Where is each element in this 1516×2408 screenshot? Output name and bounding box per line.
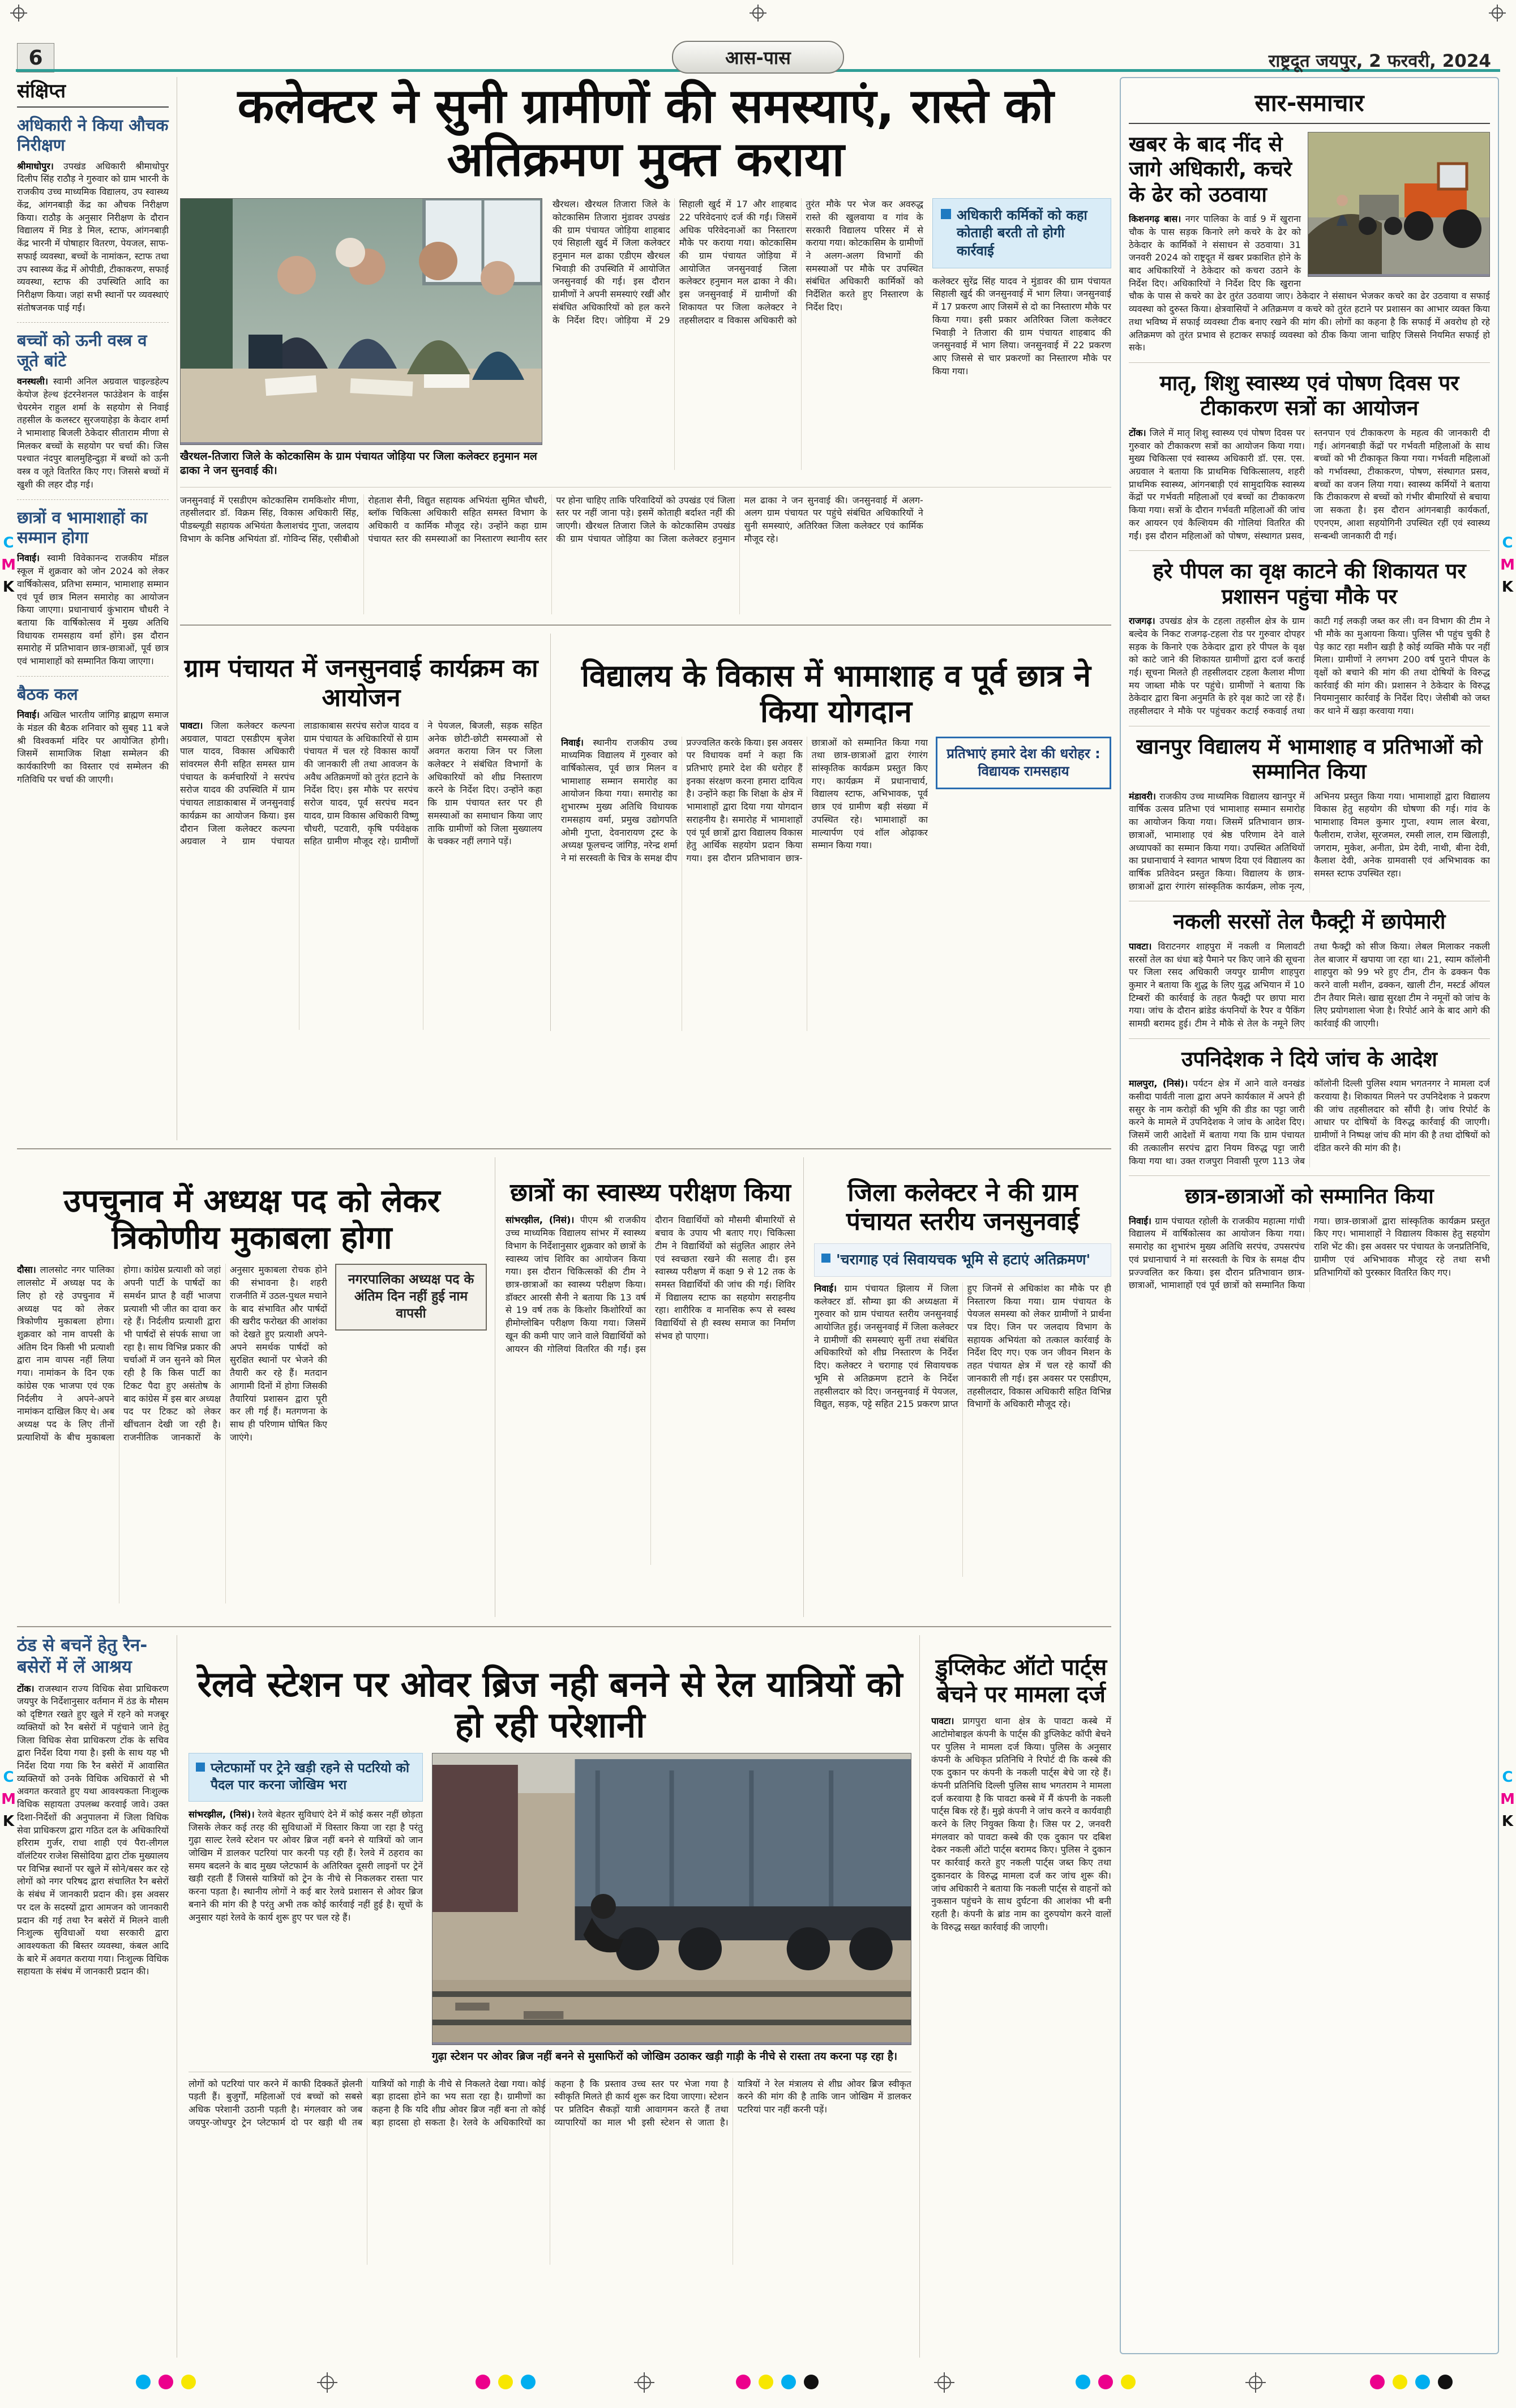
article-headline: विद्यालय के विकास में भामाशाह व पूर्व छात्र ने किया योगदान xyxy=(581,658,1091,729)
edition-date: राष्ट्रदूत जयपुर, 2 फरवरी, 2024 xyxy=(1268,51,1491,71)
cmyk-edge-mark: C M K xyxy=(1,1769,16,1830)
dateline: पावटा। xyxy=(1129,940,1152,952)
lead-photo-caption: खैरथल-तिजारा जिले के कोटकासिम के ग्राम पंचायत जोड़िया पर जिला कलेक्टर हनुमान मल ढाका ने जन सुनवाई की। xyxy=(180,450,537,477)
page-number: 6 xyxy=(17,43,54,72)
article-headline: ग्राम पंचायत में जनसुनवाई कार्यक्रम का आयोजन xyxy=(184,654,538,712)
lead-body-bottom: जनसुनवाई में एसडीएम कोटकासिम रामकिशोर मीणा, तहसीलदार डॉ. विक्रम सिंह, विकास अधिकारी सिंह, पीडब्ल्यूडी सहायक अभियंता कैलाशचंद गुप्ता, जलदाय विभाग के कनिष्ठ अभियंता डॉ. गोविन्द सिंह, एसीबीओ रोहताश सैनी, विद्युत सहायक अभियंता सुमित चौधरी, ब्लॉक चिकित्सा अधिकारी सहित समस्त विभाग के अधिकारी व कार्मिक मौजूद रहे। उन्होंने कहा ग्राम पंचायत स्तर की समस्याओं का निस्तारण स्थानीय स्तर पर होना चाहिए ताकि परिवादियों को उपखंड एवं जिला स्तर पर नहीं जाना पड़े। इसमें कोताही बर्दाश्त नहीं की जाएगी। खैरथल तिजारा जिले के कोटकासिम उपखंड की ग्राम पंचायत जोड़िया का जिला कलेक्टर हनुमान मल ढाका ने जन सुनवाई की। जनसुनवाई में अलग-अलग ग्राम पंचायत पर पहुंचे संबंधित अधिकारियों ने सुनी समस्याएं, अतिरिक्त जिला कलेक्टर एवं कार्मिक मौजूद रहे। xyxy=(180,494,923,544)
cmyk-edge-mark: C M K xyxy=(1,534,16,596)
article-headline: जिला कलेक्टर ने की ग्राम पंचायत स्तरीय जनसुनवाई xyxy=(846,1178,1080,1237)
saar-article xyxy=(1129,909,1490,1038)
bullet-square-icon xyxy=(821,1254,830,1263)
article-headline: खानपुर विद्यालय में भामाशाह व प्रतिभाओं को सम्मानित किया xyxy=(1136,734,1483,784)
fourth-row xyxy=(17,1626,1111,2358)
byelection-article xyxy=(17,1157,495,1617)
registration-cross xyxy=(934,2372,954,2393)
dateline: सांभरझील, (निसं)। xyxy=(506,1214,575,1226)
article-body: जिला कलेक्टर कल्पना अग्रवाल, पावटा एसडीएम बृजेश पाल यादव, विकास अधिकारी सांवरमल सैनी सहित समस्त ग्राम पंचायत के कर्मचारियों ने सरपंच सरोज यादव की उपस्थिति में ग्राम पंचायत लाडाकाबास में जनसुनवाई कार्यक्रम का आयोजन किया। इस दौरान जिला कलेक्टर कल्पना अग्रवाल ने ग्राम पंचायत लाडाकाबास सरपंच सरोज यादव व ग्राम पंचायत के अधिकारियों से ग्राम पंचायत में चल रहे विकास कार्यों की जानकारी ली तथा आवजन के अवैध अतिक्रमणों को तुरंत हटाने के निर्देश दिए। इस मौके पर सरपंच सरोज यादव, पूर्व सरपंच मदन यादव, ग्राम विकास अधिकारी विष्णु चौधरी, पटवारी, कृषि पर्यवेक्षक सहित ग्रामीण मौजूद रहे। ग्रामीणों ने पेयजल, बिजली, सड़क सहित अनेक छोटी-छोटी समस्याओं से अवगत कराया जिन पर जिला कलेक्टर ने संबंधित विभागों के अधिकारियों को शीघ्र निस्तारण करने के निर्देश दिए। उन्होंने कहा कि ग्राम पंचायत स्तर पर ही समस्याओं का समाधान किया जाए ताकि ग्रामीणों को जिला मुख्यालय के चक्कर नहीं लगाने पड़ें। xyxy=(180,720,542,847)
dateline: मालपुरा, (निसं)। xyxy=(1129,1078,1188,1089)
dateline: निवाई। xyxy=(17,553,40,564)
lead-photo-block xyxy=(180,198,542,477)
article-body: अखिल भारतीय जांगिड़ ब्राह्मण समाज के मंडल की बैठक शनिवार को सुबह 11 बजे श्री विश्वकर्मा मंदिर पर आयोजित होगी। जिसमें सामाजिक शिक्षा सम्मेलन की कार्यकारिणी का विस्तार एवं सम्मेलन की गतिविधि पर चर्चा की जाएगी। xyxy=(17,709,169,785)
brief-article xyxy=(17,685,169,794)
saar-column xyxy=(1120,77,1499,2354)
registration-cross xyxy=(317,2372,337,2393)
dateline: निवाई। xyxy=(1129,1215,1151,1226)
article-headline: नकली सरसों तेल फैक्ट्री में छापेमारी xyxy=(1173,909,1446,934)
article-body: पर्यटन क्षेत्र में आने वाले वनखंड कसीदा पार्वती नाला द्वारा अपने कार्यकाल में अपने ही ससुर के नाम करोड़ों की भूमि की डीड का पट्टा जारी करने के मामले में उपनिदेशक ने जांच के आदेश दिए। जिसमें जारी आदेशों में बताया गया कि ग्राम पंचायत की तत्कालीन सरपंच द्वारा नियम विरुद्ध पट्टा जारी किया गया था। उक्त राजपुरा निवासी पूरण 113 जेब कॉलोनी दिल्ली पुलिस श्याम भगतनगर ने मामला दर्ज करवाया है। शिकायत मिलने पर उपनिदेशक ने प्रकरण की जांच तहसीलदार को सौंपी है। जांच रिपोर्ट के आधार पर दोषियों के विरुद्ध कार्रवाई की जाएगी। ग्रामीणों ने निष्पक्ष जांच की मांग की है तथा दोषियों को दंडित करने की मांग की है। xyxy=(1129,1078,1490,1166)
saar-article xyxy=(1129,132,1490,363)
highlight-text: अधिकारी कर्मिकों को कहा कोताही बरती तो होगी कार्रवाई xyxy=(957,207,1087,259)
byelection-inset-box: नगरपालिका अध्यक्ष पद के अंतिम दिन नहीं हुई नाम वापसी xyxy=(335,1264,487,1331)
article-body: प्रागपुरा थाना क्षेत्र के पावटा कस्बे में आटोमोबाइल कंपनी के पार्ट्स की डुप्लिकेट कॉपी बेचने पर पुलिस ने मामला दर्ज किया। पुलिस के अनुसार कंपनी के अधिकृत प्रतिनिधि ने रिपोर्ट दी कि कस्बे की एक दुकान पर कंपनी के नकली पार्ट्स बेचे जा रहे हैं। कंपनी प्रतिनिधि दिल्ली पुलिस साथ भगतराम ने मामला दर्ज करवाया है कि पावटा कस्बे में मैं कंपनी के नकली पार्ट्स बिक रहे हैं। मुझे कंपनी ने जांच करने व कार्यवाही करने के लिए नियुक्त किया है। जिस पर 2, जनवरी मंगलवार को पावटा कस्बे की एक दुकान पर दबिश देकर नकली ऑटो पार्ट्स बरामद किए। पुलिस ने दुकान पर कार्रवाई करते हुए नकली पार्ट्स जब्त किए तथा दुकानदार के विरुद्ध मामला दर्ज कर जांच शुरू की। जांच अधिकारी ने बताया कि नकली पार्ट्स से वाहनों को नुकसान पहुंचने के साथ दुर्घटना की आशंका भी बनी रहती है। कंपनी के ब्रांड नाम का दुरुपयोग करने वालों के विरुद्ध सख्त कार्रवाई की जाएगी। xyxy=(931,1716,1111,1932)
brief-article xyxy=(17,331,169,499)
school-inset-box: प्रतिभाएं हमारे देश की धरोहर : विद्यायक रामसहाय xyxy=(936,737,1111,789)
article-headline: डुप्लिकेट ऑटो पार्ट्स बेचने पर मामला दर्ज xyxy=(935,1654,1107,1708)
third-row xyxy=(17,1148,1111,1617)
railway-article xyxy=(189,1635,920,2358)
saar-article xyxy=(1129,1184,1490,1300)
article-headline: छात्रों व भामाशाहों का सम्मान होगा xyxy=(17,507,148,547)
cold-shelter-article xyxy=(17,1635,177,2358)
collector-hearing-article xyxy=(814,1157,1111,1617)
lead-photo xyxy=(180,198,542,445)
article-headline: बैठक कल xyxy=(17,684,78,704)
saar-header: सार-समाचार xyxy=(1129,86,1490,124)
dateline: मंडावरी। xyxy=(1129,790,1156,802)
color-dots xyxy=(476,2375,536,2389)
article-headline: उपचुनाव में अध्यक्ष पद को लेकर त्रिकोणीय मुकाबला होगा xyxy=(63,1183,440,1257)
duplicate-parts-article xyxy=(931,1635,1111,2358)
article-headline: छात्रों का स्वास्थ्य परीक्षण किया xyxy=(510,1178,791,1207)
dateline: सांभरझील, (निसं)। xyxy=(189,1808,255,1820)
health-checkup-article xyxy=(506,1157,804,1617)
gram-panchayat-article xyxy=(180,634,551,1031)
article-body: स्वामी विवेकानन्द राजकीय मॉडल स्कूल में शुक्रवार को जोन 2024 को लेकर वार्षिकोत्सव, प्रतिभा सम्मान, भामाशाह सम्मान एवं पूर्व छात्र मिलन समारोह का आयोजन किया जाएगा। प्रधानाचार्य कुंभाराम चौधरी ने बताया कि वार्षिकोत्सव में मुख्य अतिथि विधायक रामसहाय वर्मा होंगे। इस दौरान समारोह में प्रतिभावान छात्र-छात्राओं, पूर्व छात्र एवं भामाशाहों को सम्मानित किया जाएगा। xyxy=(17,553,169,667)
cmyk-edge-mark: C M K xyxy=(1500,1769,1515,1830)
railway-inset-box xyxy=(189,1753,423,1802)
article-headline: हरे पीपल का वृक्ष काटने की शिकायत पर प्रशासन पहुंचा मौके पर xyxy=(1153,559,1466,609)
bullet-square-icon xyxy=(941,209,951,219)
saar-article xyxy=(1129,734,1490,902)
article-body: जिले में मातृ शिशु स्वास्थ्य एवं पोषण दिवस पर गुरुवार को टीकाकरण सत्रों का आयोजन किया गया। मुख्य चिकित्सा एवं स्वास्थ्य अधिकारी डॉ. एस. एस. अग्रवाल ने बताया कि प्राथमिक चिकित्सालय, शहरी प्राथमिक स्वास्थ्य, आंगनबाड़ी एवं सामुदायिक स्वास्थ्य केंद्रों पर गर्भवती महिलाओं एवं बच्चों का टीकाकरण किया गया। सत्रों के दौरान गर्भवती महिलाओं की जांच कर आयरन एवं कैल्शियम की गोलियां वितरित की गईं। इस दौरान महिलाओं को पोषण, संस्थागत प्रसव, स्तनपान एवं टीकाकरण के महत्व की जानकारी दी गई। आंगनबाड़ी केंद्रों पर गर्भवती महिलाओं के साथ बच्चों को भी टीकाकृत किया गया। गर्भवती महिलाओं को गर्भावस्था, टीकाकरण, पोषण, संस्थागत प्रसव, बच्चों का वजन लिया गया। स्वास्थ्य कर्मियों ने बताया कि टीकाकरण से बच्चों को गंभीर बीमारियों से बचाया जा सकता है। इस दौरान आंगनबाड़ी कार्यकर्ता, एएनएम, आशा सहयोगिनी उपस्थित रहीं एवं स्वास्थ्य सन्बन्धी जानकारी दी गई। xyxy=(1129,427,1490,541)
quote-text: 'चरागाह एवं सिवायचक भूमि से हटाएं अतिक्रमण' xyxy=(836,1251,1091,1268)
article-headline: ठंड से बचनें हेतु रैन-बसेरों में लें आश्रय xyxy=(17,1635,148,1677)
lead-highlight-box xyxy=(932,198,1111,268)
dateline: टोंक। xyxy=(1129,427,1146,438)
inset-text: प्लेटफार्मो पर ट्रेने खड़ी रहने से पटरियो को पैदल पार करना जोखिम भरा xyxy=(211,1761,409,1793)
article-body: उपखंड क्षेत्र के टहला तहसील क्षेत्र के ग्राम बल्देव के निकट राजगढ़-टहला रोड पर गुरुवार दोपहर सड़क के किनारे एक ठेकेदार द्वारा हरे पीपल के वृक्ष को काटे जाने की शिकायत ग्रामीणों द्वारा दर्ज कराई गई। सूचना मिलते ही तहसीलदार टहला कैलाश मीणा मय जाब्ता मौके पर पहुंचे। ग्रामीणों ने बताया कि ठेकेदार द्वारा बिना अनुमति के हरे वृक्ष काटे जा रहे हैं। तहसीलदार ने मौके पर पहुंचकर कटाई रुकवाई तथा काटी गई लकड़ी जब्त कर ली। वन विभाग की टीम ने भी मौके का मुआयना किया। पुलिस भी पहुंच चुकी है पेड़ काट रहा मशीन खड़ी है कोई व्यक्ति मौके पर नहीं मिला। ग्रामीणों ने लगभग 200 वर्ष पुराने पीपल के वृक्षों को बचाने की मांग की तथा दोषियों के विरुद्ध कार्रवाई की मांग की। प्रशासन ने ठेकेदार के विरुद्ध नियमानुसार कार्रवाई के निर्देश दिए। जेसीबी को जब्त कर थाने में खड़ा करवाया गया। xyxy=(1129,615,1490,717)
registration-cross xyxy=(750,5,766,22)
cmyk-edge-mark: C M K xyxy=(1500,534,1515,596)
registration-cross xyxy=(10,5,27,22)
article-headline: खबर के बाद नींद से जागे अधिकारी, कचरे के ढेर को उठवाया xyxy=(1129,132,1292,207)
dateline: निवाई। xyxy=(17,709,40,721)
color-dots xyxy=(136,2375,196,2389)
dateline: निवाई। xyxy=(561,737,584,748)
dateline: पावटा। xyxy=(931,1716,954,1727)
dateline: निवाई। xyxy=(814,1282,837,1294)
school-contribution-article xyxy=(561,634,1111,1031)
registration-row xyxy=(0,2370,1516,2400)
brief-column xyxy=(17,77,177,1140)
article-body: विराटनगर शाहपुरा में नकली व मिलावटी सरसों तेल का धंधा बड़े पैमाने पर किए जाने की सूचना पर जिला रसद अधिकारी जयपुर ग्रामीण शाहपुरा कुमार ने बताया कि शुद्ध के लिए युद्ध अभियान में 10 टिम्बरों की कार्रवाई के तहत फैक्ट्री पर छापा मारा गया। जांच के दौरान ब्रांडेड कंपनियों के रैपर व पैकिंग सामग्री बरामद हुई। टीम ने मौके से तेल के नमूने लिए तथा फैक्ट्री को सीज किया। लेबल मिलाकर नकली तेल बाजार में खपाया जा रहा था। 21, स्याम कॉलोनी शाहपुरा को 99 भरे हुए टीन, टीन के ढक्कन पैक करने वाली मशीन, ढक्कन, खाली टीन, मस्टर्ड ऑयल टीन तैयार मिले। खाद्य सुरक्षा टीम ने नमूनों को जांच के लिए प्रयोगशाला भेजा है। रिपोर्ट आने के बाद आगे की कार्रवाई की जाएगी। xyxy=(1129,940,1490,1029)
article-headline: मातृ, शिशु स्वास्थ्य एवं पोषण दिवस पर टीकाकरण सत्रों का आयोजन xyxy=(1159,371,1459,421)
lead-headline: कलेक्टर ने सुनी ग्रामीणों की समस्याएं, रास्ते को अतिक्रमण मुक्त कराया xyxy=(237,78,1054,187)
color-dots xyxy=(1370,2375,1453,2389)
railway-photo-caption: गुढ़ा स्टेशन पर ओवर ब्रिज नहीं बनने से मुसाफिरों को जोखिम उठाकर खड़ी गाड़ी के नीचे से रास्ता तय करना पड़ रहा है। xyxy=(432,2050,898,2063)
article-headline: अधिकारी ने किया औचक निरीक्षण xyxy=(17,116,169,155)
article-headline: बच्चों को ऊनी वस्त्र व जूते बांटे xyxy=(17,331,147,370)
second-row xyxy=(180,625,1111,1031)
dateline: राजगढ़। xyxy=(1129,615,1155,627)
collector-quote-box xyxy=(814,1243,1111,1277)
article-headline: रेलवे स्टेशन पर ओवर ब्रिज नही बनने से रेल यात्रियों को हो रही परेशानी xyxy=(197,1663,903,1746)
lead-story xyxy=(180,198,1111,477)
garbage-photo xyxy=(1308,132,1490,277)
lead-body-bottom-block xyxy=(180,487,1111,614)
article-body: राजस्थान राज्य विधिक सेवा प्राधिकरण जयपुर के निर्देशानुसार वर्तमान में ठंड के मौसम को दृष्टिगत रखते हुए खुले में रहने को मजबूर व्यक्तियों को रैन बसेरों में पहुंचाने जाने हेतु जिला विधिक सेवा प्राधिकरण टोंक के सचिव द्वारा निर्देश दिया गया है। इसी के साथ यह भी निर्देश दिया गया कि रैन बसेरों में आवासित व्यक्तियों को उनके विधिक अधिकारों से भी अवगत करवाते हुए यथा आवश्यकता निःशुल्क विधिक सहायता उपलब्ध करवाई जावे। उक्त दिशा-निर्देशों की अनुपालना में जिला विधिक सेवा प्राधिकरण द्वारा गठित दल के अधिकारियों हरिराम गुर्जर, राधा शाही एवं पैरा-लीगल वॉलंटियर राजेश सिसोदिया द्वारा टोंक मुख्यालय पर विभिन्न स्थानों पर खुले में सोने/बसर कर रहे लोगों को नगर परिषद द्वारा संचालित रैन बसेरों के संबंध में जानकारी प्रदान की। इस अवसर पर दल के सदस्यों द्वारा आमजन को जानकारी प्रदान की गई तथा रैन बसेरों में मिलने वाली निःशुल्क सुविधाओं यथा सरकारी द्वारा आवश्यकता की बिस्तर व्यवस्था, कंबल आदि के बारे में अवगत कराया गया। निःशुल्क विधिक सहायता के संबंध में जानकारी प्रदान की। xyxy=(17,1683,169,1977)
dateline: किशनगढ़ बास। xyxy=(1129,213,1181,225)
registration-cross xyxy=(634,2372,654,2393)
article-body: लालसोट नगर पालिका लालसोट में अध्यक्ष पद के लिए हो रहे उपचुनाव में अध्यक्ष पद को लेकर त्रिकोणीय मुकाबला होगा। शुक्रवार को नाम वापसी के अंतिम दिन किसी भी प्रत्याशी द्वारा नाम वापस नहीं लिया गया। नामांकन के दिन एक कांग्रेस एक भाजपा एवं एक निर्दलीय ने अपने-अपने नामांकन दाखिल किए थे। अब अध्यक्ष पद के लिए तीनों प्रत्याशियों के बीच मुकाबला होगा। कांग्रेस प्रत्याशी को जहां अपनी पार्टी के पार्षदों का समर्थन प्राप्त है वहीं भाजपा प्रत्याशी भी जीत का दावा कर रहे हैं। निर्दलीय प्रत्याशी द्वारा भी पार्षदों से संपर्क साधा जा रहा है। साथ विभिन्न प्रकार की चर्चाओं में जन सुनने को मिल रही है कि किस पार्टी का टिकट पैदा हुए असंतोष के बाद कांग्रेस में इस बार अध्यक्ष पद पर टिकट को लेकर खींचतान देखी जा रही है। राजनीतिक जानकारों के अनुसार मुकाबला रोचक होने की संभावना है। शहरी राजनीति में उठल-पुथल मचाने के बाद संभावित और पार्षदों की खरीद फरोख्त की आशंका को देखते हुए प्रत्याशी अपने-अपने समर्थक पार्षदों को सुरक्षित स्थानों पर भेजने की तैयारी कर रहे हैं। मतदान आगामी दिनों में होगा जिसकी तैयारियां प्रशासन द्वारा पूरी कर ली गई हैं। मतगणना के साथ ही परिणाम घोषित किए जाएंगे। xyxy=(17,1264,327,1443)
article-body: ग्राम पंचायत झिलाय में जिला कलेक्टर डॉ. सौम्या झा की अध्यक्षता में गुरुवार को ग्राम पंचायत स्तरीय जनसुनवाई आयोजित हुई। जनसुनवाई में जिला कलेक्टर ने ग्रामीणों की समस्याएं सुनीं तथा संबंधित अधिकारियों को शीघ्र निस्तारण के निर्देश दिए। कलेक्टर ने चरागाह एवं सिवायचक भूमि से अतिक्रमण हटाने के निर्देश तहसीलदार को दिए। जनसुनवाई में पेयजल, विद्युत, सड़क, पट्टे सहित 215 प्रकरण प्राप्त हुए जिनमें से अधिकांश का मौके पर ही निस्तारण किया गया। ग्राम पंचायत के पेयजल समस्या को लेकर ग्रामीणों ने प्रार्थना पत्र दिए। जिन पर जलदाय विभाग के सहायक अभियंता को तत्काल कार्रवाई के निर्देश दिए गए। एक जन जीवन मिशन के तहत पंचायत क्षेत्र में चल रहे कार्यों की जानकारी ली गई। इस अवसर पर एसडीएम, तहसीलदार, विकास अधिकारी सहित विभिन्न विभागों के अधिकारी मौजूद रहे। xyxy=(814,1282,1111,1410)
article-body: स्थानीय राजकीय उच्च माध्यमिक विद्यालय में गुरुवार को वार्षिकोत्सव, पूर्व छात्र मिलन व भामाशाह सम्मान समारोह का आयोजन किया गया। समारोह का शुभारम्भ मुख्य अतिथि विधायक रामसहाय वर्मा, प्रमुख उद्योगपति ओमी गुप्ता, देवनारायण ट्रस्ट के अध्यक्ष फूलचन्द जांगिड़, नरेन्द्र शर्मा ने मां सरस्वती के चित्र के समक्ष दीप प्रज्ज्वलित करके किया। इस अवसर पर विधायक वर्मा ने कहा कि प्रतिभाएं हमारे देश की धरोहर हैं इनका संरक्षण करना हमारा दायित्व है। उन्होंने कहा कि शिक्षा के क्षेत्र में भामाशाहों द्वारा दिया गया योगदान सराहनीय है। समारोह में भामाशाहों एवं पूर्व छात्रों द्वारा विद्यालय विकास हेतु आर्थिक सहयोग प्रदान किया गया। इस दौरान प्रतिभावान छात्र-छात्राओं को सम्मानित किया गया तथा छात्र-छात्राओं द्वारा रंगारंग सांस्कृतिक कार्यक्रम प्रस्तुत किए गए। कार्यक्रम में प्रधानाचार्य, विद्यालय स्टाफ, अभिभावक, पूर्व छात्र एवं ग्रामीण बड़ी संख्या में उपस्थित रहे। भामाशाहों का माल्यार्पण एवं शॉल ओढ़ाकर सम्मान किया गया। xyxy=(561,737,928,864)
registration-cross xyxy=(1245,2372,1266,2393)
article-body: उपखंड अधिकारी श्रीमाधोपुर दिलीप सिंह राठौड़ ने गुरुवार को ग्राम भारनी के राजकीय उच्च माध्यमिक विद्यालय, उप स्वास्थ्य केंद्र, आंगनबाड़ी केंद्र का औचक निरीक्षण किया। राठौड़ के अनुसार निरीक्षण के दौरान विद्यालय में मिड डे मिल, स्टाफ, आंगनबाड़ी केंद्र भारनी में पोषाहार वितरण, पेयजल, साफ-सफाई व्यवस्था, बच्चों के नामांकन, स्टाफ तथा उप स्वास्थ्य केंद्र में ओपीडी, टीकाकरण, सफाई व्यवस्था, स्टाफ की उपस्थिति आदि का निरीक्षण किया। जहां सभी स्थानों पर व्यवस्थाएं संतोषजनक पाई गईं। xyxy=(17,160,169,313)
dateline: पावटा। xyxy=(180,720,203,731)
color-dots xyxy=(736,2375,819,2389)
lead-body-side: कलेक्टर सुरेंद्र सिंह यादव ने मुंडावर की ग्राम पंचायत सिहाली खुर्द की जनसुनवाई में भाग लिया। जनसुनवाई में 17 प्रकरण आए जिसमें से दो का निस्तारण मौके पर किया गया। इसी प्रकार अतिरिक्त जिला कलेक्टर भिवाड़ी ने तिजारा की ग्राम पंचायत शाहबाद की जनसुनवाई में भाग लिया। जनसुनवाई में 22 प्रकरण आए जिससे से चार प्रकरणों का निस्तारण मौके पर किया गया। xyxy=(932,275,1111,377)
railway-photo xyxy=(432,1753,911,2045)
brief-header: संक्षिप्त xyxy=(17,77,169,108)
bullet-square-icon xyxy=(196,1763,205,1772)
lead-body-area xyxy=(553,198,1111,477)
dateline: वनस्थली। xyxy=(17,376,48,387)
dateline: श्रीमाधोपुर। xyxy=(17,160,54,172)
color-dots xyxy=(1076,2375,1136,2389)
article-headline: छात्र-छात्राओं को सम्मानित किया xyxy=(1185,1184,1434,1209)
article-body: राजकीय उच्च माध्यमिक विद्यालय खानपुर में वार्षिक उत्सव प्रतिभा एवं भामाशाह सम्मान समारोह का आयोजन किया गया। जिसमें प्रतिभावान छात्र-छात्राओं, भामाशाह एवं श्रेष्ठ परिणाम देने वाले अध्यापकों का सम्मान किया गया। उपस्थित अतिथियों का प्रधानाचार्य ने स्वागत भाषण दिया एवं विद्यालय का वार्षिक प्रतिवेदन प्रस्तुत किया। विद्यालय के छात्र-छात्राओं द्वारा रंगारंग सांस्कृतिक कार्यक्रम, लोक नृत्य, अभिनय प्रस्तुत किया गया। भामाशाहों द्वारा विद्यालय विकास हेतु सहयोग की घोषणा की गई। गांव के भामाशाह विमल कुमार गुप्ता, श्याम लाल बेरवा, फैलीराम, राजेश, सूरजमल, रमसी लाल, राम खिलाड़ी, जगराम, मुकेश, अनीता, प्रेम देवी, नाथी, बीना देवी, कैलाश देवी, अनेक ग्रामवासी एवं अभिभावक का समस्त स्टाफ उपस्थित रहा। xyxy=(1129,790,1490,892)
saar-article xyxy=(1129,559,1490,726)
article-body: स्वामी अनिल अग्रवाल चाइल्डहेल्प केयोज हेल्थ इंटरनेशनल फाउंडेशन के वाईस चेयरमेन राहुल शर्मा के सहयोग से निवाई तहसील के कलस्टर सुरजयाहेड़ा के केदार शर्मा ने भामाशाह बिजली ठेकेदार सीताराम मीणा से मिलकर बच्चों के सहयोग पर चर्चा की। जिस पश्चात नंदपुर बालमुहिन्दुड़ा में बच्चों को ऊनी वस्त्र व जूते वितरित किए गए। जिससे बच्चों में खुशी की लहर दौड़ गई। xyxy=(17,376,169,490)
dateline: दौसा। xyxy=(17,1264,36,1276)
article-headline: उपनिदेशक ने दिये जांच के आदेश xyxy=(1181,1046,1437,1071)
railway-body-2: लोगों को पटरियां पार करने में काफी दिक्कतें झेलनी पड़ती हैं। बुजुर्गों, महिलाओं एवं बच्चों को सबसे अधिक परेशानी उठानी पड़ती है। मंगलवार को जब जयपुर-जोधपुर ट्रेन प्लेटफार्म दो पर खड़ी थी तब यात्रियों को गाड़ी के नीचे से निकलते देखा गया। कोई बड़ा हादसा होने का भय सता रहा है। ग्रामीणों का कहना है कि यदि शीघ्र ओवर ब्रिज नहीं बना तो कोई बड़ा हादसा हो सकता है। रेलवे के अधिकारियों का कहना है कि प्रस्ताव उच्च स्तर पर भेजा गया है स्वीकृति मिलते ही कार्य शुरू कर दिया जाएगा। स्टेशन पर प्रतिदिन सैकड़ों यात्री आवागमन करते हैं तथा व्यापारियों का माल भी इसी स्टेशन से जाता है। यात्रियों ने रेल मंत्रालय से शीघ्र ओवर ब्रिज स्वीकृत करने की मांग की है ताकि जान जोखिम में डालकर पटरियां पार नहीं करनी पड़ें। xyxy=(189,2078,911,2128)
main-content xyxy=(180,77,1111,1141)
registration-cross xyxy=(1489,5,1506,22)
article-body: ग्राम पंचायत रहोली के राजकीय महात्मा गांधी विद्यालय में वार्षिकोत्सव का आयोजन किया गया। समारोह का शुभारंभ मुख्य अतिथि सरपंच, उपसरपंच एवं प्रधानाचार्य ने मां सरस्वती के चित्र के समक्ष दीप प्रज्ज्वलित कर किया। इस दौरान प्रतिभावान छात्र-छात्राओं, भामाशाहों एवं पूर्व छात्रों को सम्मानित किया गया। छात्र-छात्राओं द्वारा सांस्कृतिक कार्यक्रम प्रस्तुत किए गए। भामाशाहों ने विद्यालय विकास हेतु सहयोग राशि भेंट की। इस अवसर पर पंचायत के जनप्रतिनिधि, ग्रामीण एवं अभिभावक मौजूद रहे तथा सभी प्रतिभागियों को पुरस्कार वितरित किए गए। xyxy=(1129,1215,1490,1291)
brief-article xyxy=(17,116,169,323)
article-body: नगर पालिका के वार्ड 9 में खुराना चौक के पास सड़क किनारे लगे कचरे के ढेर को ठेकेदार के कार्मिकों ने संसाधन से उठवाया। 31 जनवरी 2024 को राष्ट्रदूत में खबर प्रकाशित होने के बाद अधिकारियों ने ठेकेदार को कचरा उठाने के निर्देश दिए। अधिकारियों ने निर्देश दिए कि खुराना चौक के पास से कचरे का ढेर तुरंत उठवाया जाए। ठेकेदार ने संसाधन भेजकर कचरे का ढेर उठवाया व सफाई व्यवस्था को दुरुस्त किया। क्षेत्रवासियों ने अतिक्रमण व कचरे को तुरंत हटाने पर प्रशासन का आभार व्यक्त किया तथा भविष्य में सफाई व्यवस्था टीक बनाए रखने की मांग की। लोगों का कहना है कि सफाई में अवरोध हो रहे अतिक्रमण को तुरंत प्रभाव से हटाकर सफाई व्यवस्था को ठीक किया जाना चाहिए जिससे नियमित सफाई हो सके। xyxy=(1129,213,1490,353)
section-tab: आस-पास xyxy=(672,41,844,74)
article-body: रेलवे बेहतर सुविधाएं देने में कोई कसर नहीं छोड़ता जिसके लेकर कई तरह की सुविधाओं में विस्तार किया जा रहा है परंतु गुढ़ा साल्ट रेलवे स्टेशन पर ओवर ब्रिज नहीं बनने से यात्रियों को जान जोखिम में डालकर पटरियां पार करनी पड़ रही हैं। रेलवे में ठहराव का समय बदलने के बाद मुख्य प्लेटफार्म के अतिरिक्त दूसरी लाइनों पर ट्रेनें खड़ी रहती हैं जिससे यात्रियों को ट्रेन के नीचे से निकलकर रास्ता पार करना पड़ता है। स्थानीय लोगों ने कई बार रेलवे प्रशासन से ओवर ब्रिज बनाने की मांग की है परंतु अभी तक कोई कार्रवाई नहीं हुई है। सूचों के अनुसार यहां रेलवे के कार्य शुरू हुए पर चल रहे हैं। xyxy=(189,1808,423,1923)
lead-body: खैरथल। खैरथल तिजारा जिले के कोटकासिम तिजारा मुंडावर उपखंड की ग्राम पंचायत जोड़िया शाहबाद एवं सिहाली खुर्द में जिला कलेक्टर हनुमान मल ढाका एडीएम खैरथल भिवाड़ी की उपस्थिति में आयोजित जनसुनवाई की गई। इस दौरान ग्रामीणों ने अपनी समस्याएं रखीं और संबंधित अधिकारियों को हल करने के निर्देश दिए। जोड़िया में 29 सिहाली खुर्द में 17 और शाहबाद 22 परिवेदनाएं दर्ज की गईं। जिसमें अधिक परिवेदनाओं का निस्तारण मौके पर कराया गया। कोटकासिम की ग्राम पंचायत जोड़िया में आयोजित जनसुनवाई जिला कलेक्टर हनुमान मल ढाका ने की। इस जनसुनवाई में ग्रामीणों की शिकायत पर जिला कलेक्टर ने तहसीलदार व विकास अधिकारी को तुरंत मौके पर भेज कर अवरुद्ध रास्ते की खुलवाया व गांव के सरकारी विद्यालय परिसर में से कराया गया। कोटकासिम के ग्रामीणों ने अलग-अलग विभागों की समस्याओं पर मौके पर उपस्थित संबंधित अधिकारी कार्मिकों को निर्देशित करते हुए निस्तारण के निर्देश दिए। xyxy=(553,199,923,326)
saar-article xyxy=(1129,1047,1490,1176)
brief-article xyxy=(17,508,169,677)
article-body: पीएम श्री राजकीय उच्च माध्यमिक विद्यालय सांभर में स्वास्थ्य विभाग के निर्देशानुसार शुक्रवार को छात्रों के स्वास्थ्य जांच शिविर का आयोजन किया गया। इस दौरान चिकित्सकों की टीम ने छात्र-छात्राओं का स्वास्थ्य परीक्षण किया। डॉक्टर आरसी सैनी ने बताया कि 13 वर्ष से 19 वर्ष तक के किशोर किशोरियों का हीमोग्लोबिन परीक्षण किया गया। जिसमें खून की कमी पाए जाने वाले विद्यार्थियों को आयरन की गोलियां वितरित की गईं। इस दौरान विद्यार्थियों को मौसमी बीमारियों से बचाव के उपाय भी बताए गए। चिकित्सा टीम ने विद्यार्थियों को संतुलित आहार लेने एवं स्वच्छता रखने की सलाह दी। इस स्वास्थ्य परीक्षण में कक्षा 9 से 12 तक के समस्त विद्यार्थियों की जांच की गई। शिविर में विद्यालय स्टाफ का सहयोग सराहनीय रहा। शारीरिक व मानसिक रूप से स्वस्थ विद्यार्थियों से ही स्वस्थ समाज का निर्माण संभव हो पाएगा। xyxy=(506,1214,795,1354)
saar-article xyxy=(1129,371,1490,551)
railway-photo-block xyxy=(432,1753,911,2064)
dateline: टोंक। xyxy=(17,1683,35,1694)
